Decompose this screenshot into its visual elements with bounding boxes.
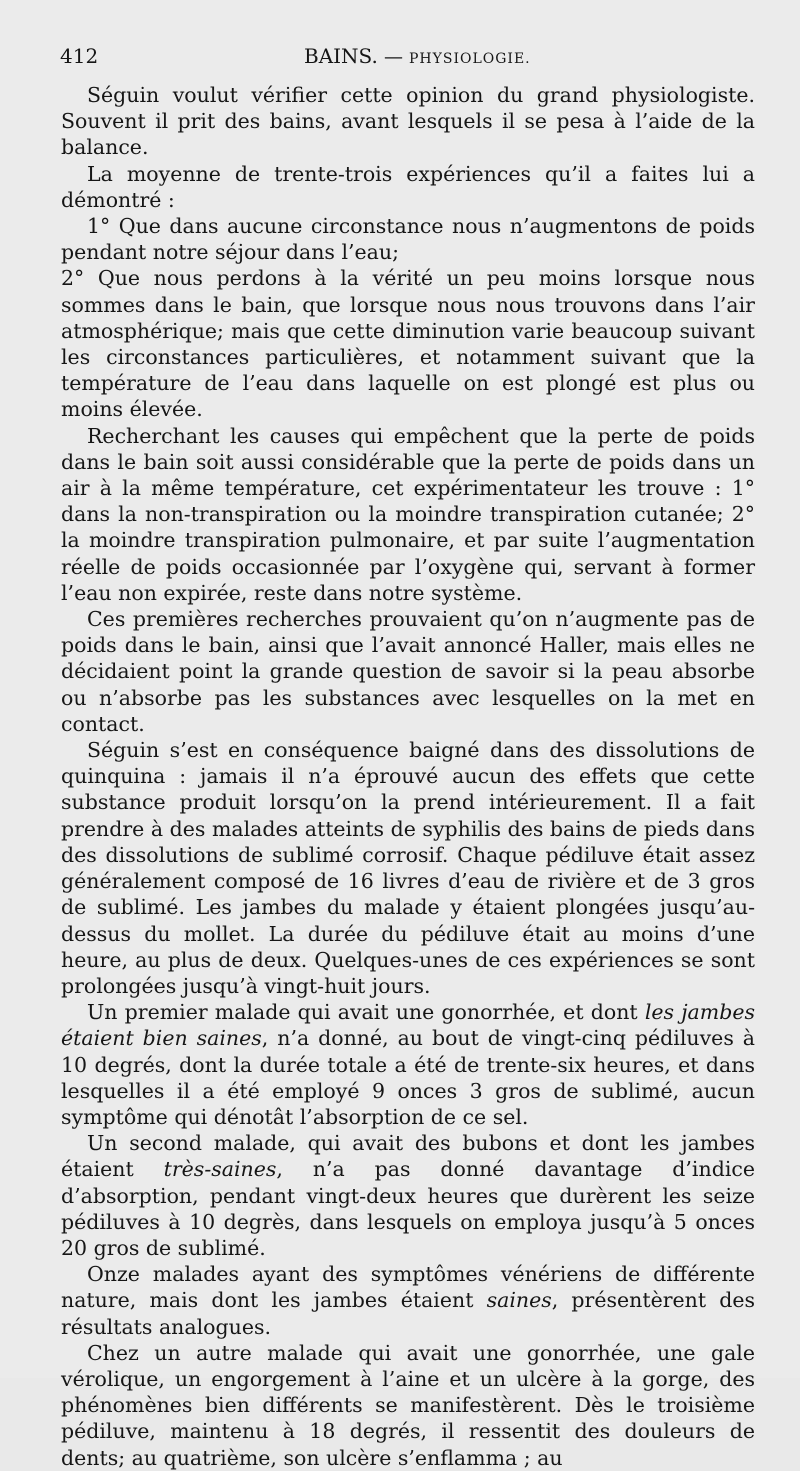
paragraph: Ces premières recherches prouvaient qu’on n’augmente pas de poids dans le bain, ainsi que l’avait annoncé Haller, mais elles ne décidaient point la grande question de savoir si la peau absorbe ou n’absorbe pas les substances avec lesquelles on la met en contact. xyxy=(61,607,755,736)
paragraph-text: Onze malades ayant des symptômes vénériens de différente nature, mais dont les jambes étaient xyxy=(61,1262,755,1313)
paragraph: 1° Que dans aucune circonstance nous n’augmentons de poids pendant notre séjour dans l’eau; xyxy=(61,214,755,265)
running-title-subtitle: PHYSIOLOGIE. xyxy=(408,51,531,67)
paragraph xyxy=(61,1130,755,1261)
paragraph xyxy=(61,1261,755,1340)
paragraph xyxy=(61,999,755,1130)
paragraph-text: , présentèrent des résultats analogues. xyxy=(61,1288,755,1339)
paragraph-text: Un premier malade qui avait une gonorrhée, et dont xyxy=(87,1000,645,1025)
paragraph: 2° Que nous perdons à la vérité un peu moins lorsque nous sommes dans le bain, que lorsque nous nous trouvons dans l’air atmosphérique; mais que cette diminution varie beaucoup suivant les circonstances particulières, et notamment suivant que la température de l’eau dans laquelle on est plongé est plus ou moins élevée. xyxy=(61,266,755,422)
italic-phrase: les jambes étaient bien saines xyxy=(61,1000,755,1051)
paragraph-text: Un second malade, qui avait des bubons et dont les jambes étaient xyxy=(61,1131,755,1182)
page-number: 412 xyxy=(60,44,99,68)
running-title-main: BAINS. xyxy=(304,44,378,68)
running-title-separator: — xyxy=(383,46,403,68)
body-text xyxy=(61,82,755,1471)
paragraph: La moyenne de trente-trois expériences qu’il a faites lui a démontré : xyxy=(61,161,755,212)
paragraph-text: , n’a pas donné davantage d’indice d’absorption, pendant vingt-deux heures que durèrent les seize pédiluves à 10 degrès, dans lesquels on employa jusqu’à 5 onces 20 gros de sublimé. xyxy=(61,1157,755,1260)
paragraph: Séguin voulut vérifier cette opinion du grand physiologiste. Souvent il prit des bains, avant lesquels il se pesa à l’aide de la balance. xyxy=(61,83,755,160)
italic-phrase: saines xyxy=(486,1288,552,1313)
italic-phrase: très-saines xyxy=(163,1157,277,1182)
paragraph: Séguin s’est en conséquence baigné dans des dissolutions de quinquina : jamais il n’a éprouvé aucun des effets que cette substance produit lorsqu’on la prend intérieurement. Il a fait prendre à des malades atteints de syphilis des bains de pieds dans des dissolutions de sublimé corrosif. Chaque pédiluve était assez généralement composé de 16 livres d’eau de rivière et de 3 gros de sublimé. Les jambes du malade y étaient plongées jusqu’au-dessus du mollet. La durée du pédiluve était au moins d’une heure, au plus de deux. Quelques-unes de ces expériences se sont prolongées jusqu’à vingt-huit jours. xyxy=(61,738,755,998)
paragraph: Recherchant les causes qui empêchent que la perte de poids dans le bain soit aussi considérable que la perte de poids dans un air à la même température, cet expérimentateur les trouve : 1° dans la non-transpiration ou la moindre transpiration cutanée; 2° la moindre transpiration pulmonaire, et par suite l’augmentation réelle de poids occasionnée par l’oxygène qui, servant à former l’eau non expirée, reste dans notre système. xyxy=(61,423,755,605)
paragraph-text: , n’a donné, au bout de vingt-cinq pédiluves à 10 degrés, dont la durée totale a été de trente-six heures, et dans lesquelles il a été employé 9 onces 3 gros de sublimé, aucun symptôme qui dénotât l’absorption de ce sel. xyxy=(61,1026,756,1129)
paragraph: Chez un autre malade qui avait une gonorrhée, une gale vérolique, un engorgement à l’aine et un ulcère à la gorge, des phénomènes bien différents se manifestèrent. Dès le troisième pédiluve, maintenu à 18 degrés, il ressentit des douleurs de dents; au quatrième, son ulcère s’enflamma ; au xyxy=(61,1340,755,1470)
page-header xyxy=(60,44,754,74)
running-title xyxy=(304,44,531,68)
